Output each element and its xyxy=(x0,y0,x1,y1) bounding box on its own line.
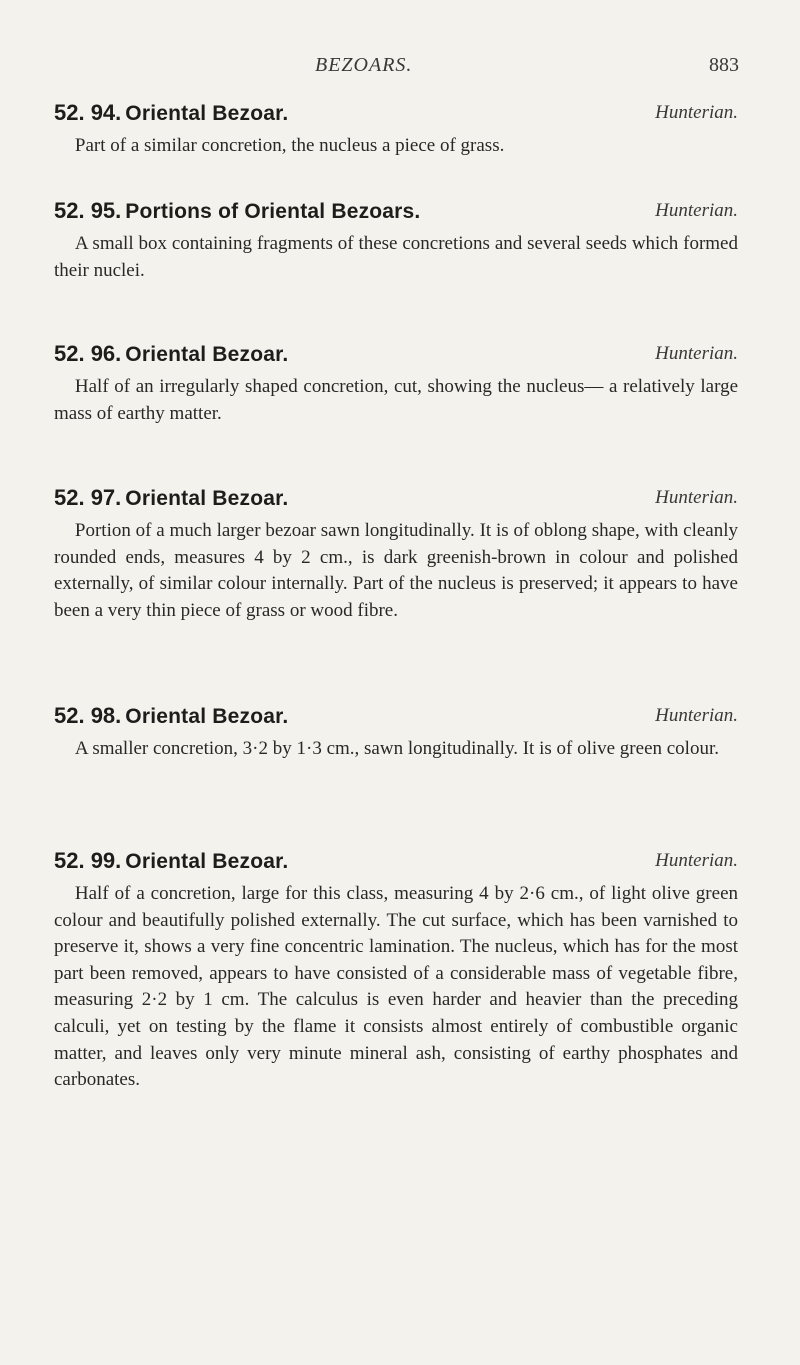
page-number: 883 xyxy=(709,54,739,76)
entry-heading xyxy=(54,197,738,225)
entry-description: A small box containing fragments of these concretions and several seeds which formed their nuclei. xyxy=(54,233,738,281)
catalogue-entry xyxy=(54,702,738,763)
entry-collection: Hunterian. xyxy=(655,850,738,871)
running-title: BEZOARS. xyxy=(315,54,413,76)
entry-heading xyxy=(54,340,738,368)
entry-description: A smaller concretion, 3·2 by 1·3 cm., sawn longitudinally. It is of olive green colour. xyxy=(74,738,719,759)
entry-heading xyxy=(54,99,738,127)
entry-title: Oriental Bezoar. xyxy=(125,850,289,873)
entry-number: 52. 99. xyxy=(54,848,122,873)
entry-collection: Hunterian. xyxy=(655,102,738,123)
entry-description: Portion of a much larger bezoar sawn longitudinally. It is of oblong shape, with cleanly rounded ends, measures 4 by 2 cm., is dark greenish-brown in colour and polished externally, of similar colour internally. Part of the nucleus is preserved; it appears to have been a very thin piece of grass or wood fibre. xyxy=(54,520,738,621)
entry-collection: Hunterian. xyxy=(655,343,738,364)
entry-number: 52. 95. xyxy=(54,198,122,223)
catalogue-entry xyxy=(54,847,738,1094)
catalogue-entry xyxy=(54,99,738,160)
entry-heading xyxy=(54,702,738,730)
entry-number: 52. 96. xyxy=(54,341,122,366)
entry-heading xyxy=(54,847,738,875)
catalogue-entry xyxy=(54,197,738,284)
entry-title: Oriental Bezoar. xyxy=(125,102,289,125)
entry-collection: Hunterian. xyxy=(655,200,738,221)
entry-title: Oriental Bezoar. xyxy=(125,705,289,728)
entry-heading xyxy=(54,484,738,512)
page-header xyxy=(0,54,800,80)
entry-title: Portions of Oriental Bezoars. xyxy=(125,200,421,223)
entry-description: Half of a concretion, large for this class, measuring 4 by 2·6 cm., of light olive green colour and beautifully polished externally. The cut surface, which has been varnished to preserve it, shows a very fine concentric lamination. The nucleus, which has for the most part been removed, appears to have consisted of a considerable mass of vegetable fibre, measuring 2·2 by 1 cm. The calculus is even harder and heavier than the preceding calculi, yet on testing by the flame it consists almost entirely of combustible organic matter, and leaves only very minute mineral ash, consisting of earthy phosphates and carbonates. xyxy=(54,883,738,1091)
entry-number: 52. 97. xyxy=(54,485,122,510)
entry-description: Part of a similar concretion, the nucleus a piece of grass. xyxy=(74,135,505,156)
catalogue-entry xyxy=(54,484,738,624)
entry-description: Half of an irregularly shaped concretion, cut, showing the nucleus— a relatively large mass of earthy matter. xyxy=(54,376,738,424)
entry-number: 52. 94. xyxy=(54,100,122,125)
entry-number: 52. 98. xyxy=(54,703,122,728)
entry-title: Oriental Bezoar. xyxy=(125,343,289,366)
catalogue-entry xyxy=(54,340,738,427)
entry-collection: Hunterian. xyxy=(655,487,738,508)
entry-collection: Hunterian. xyxy=(655,705,738,726)
entry-title: Oriental Bezoar. xyxy=(125,487,289,510)
